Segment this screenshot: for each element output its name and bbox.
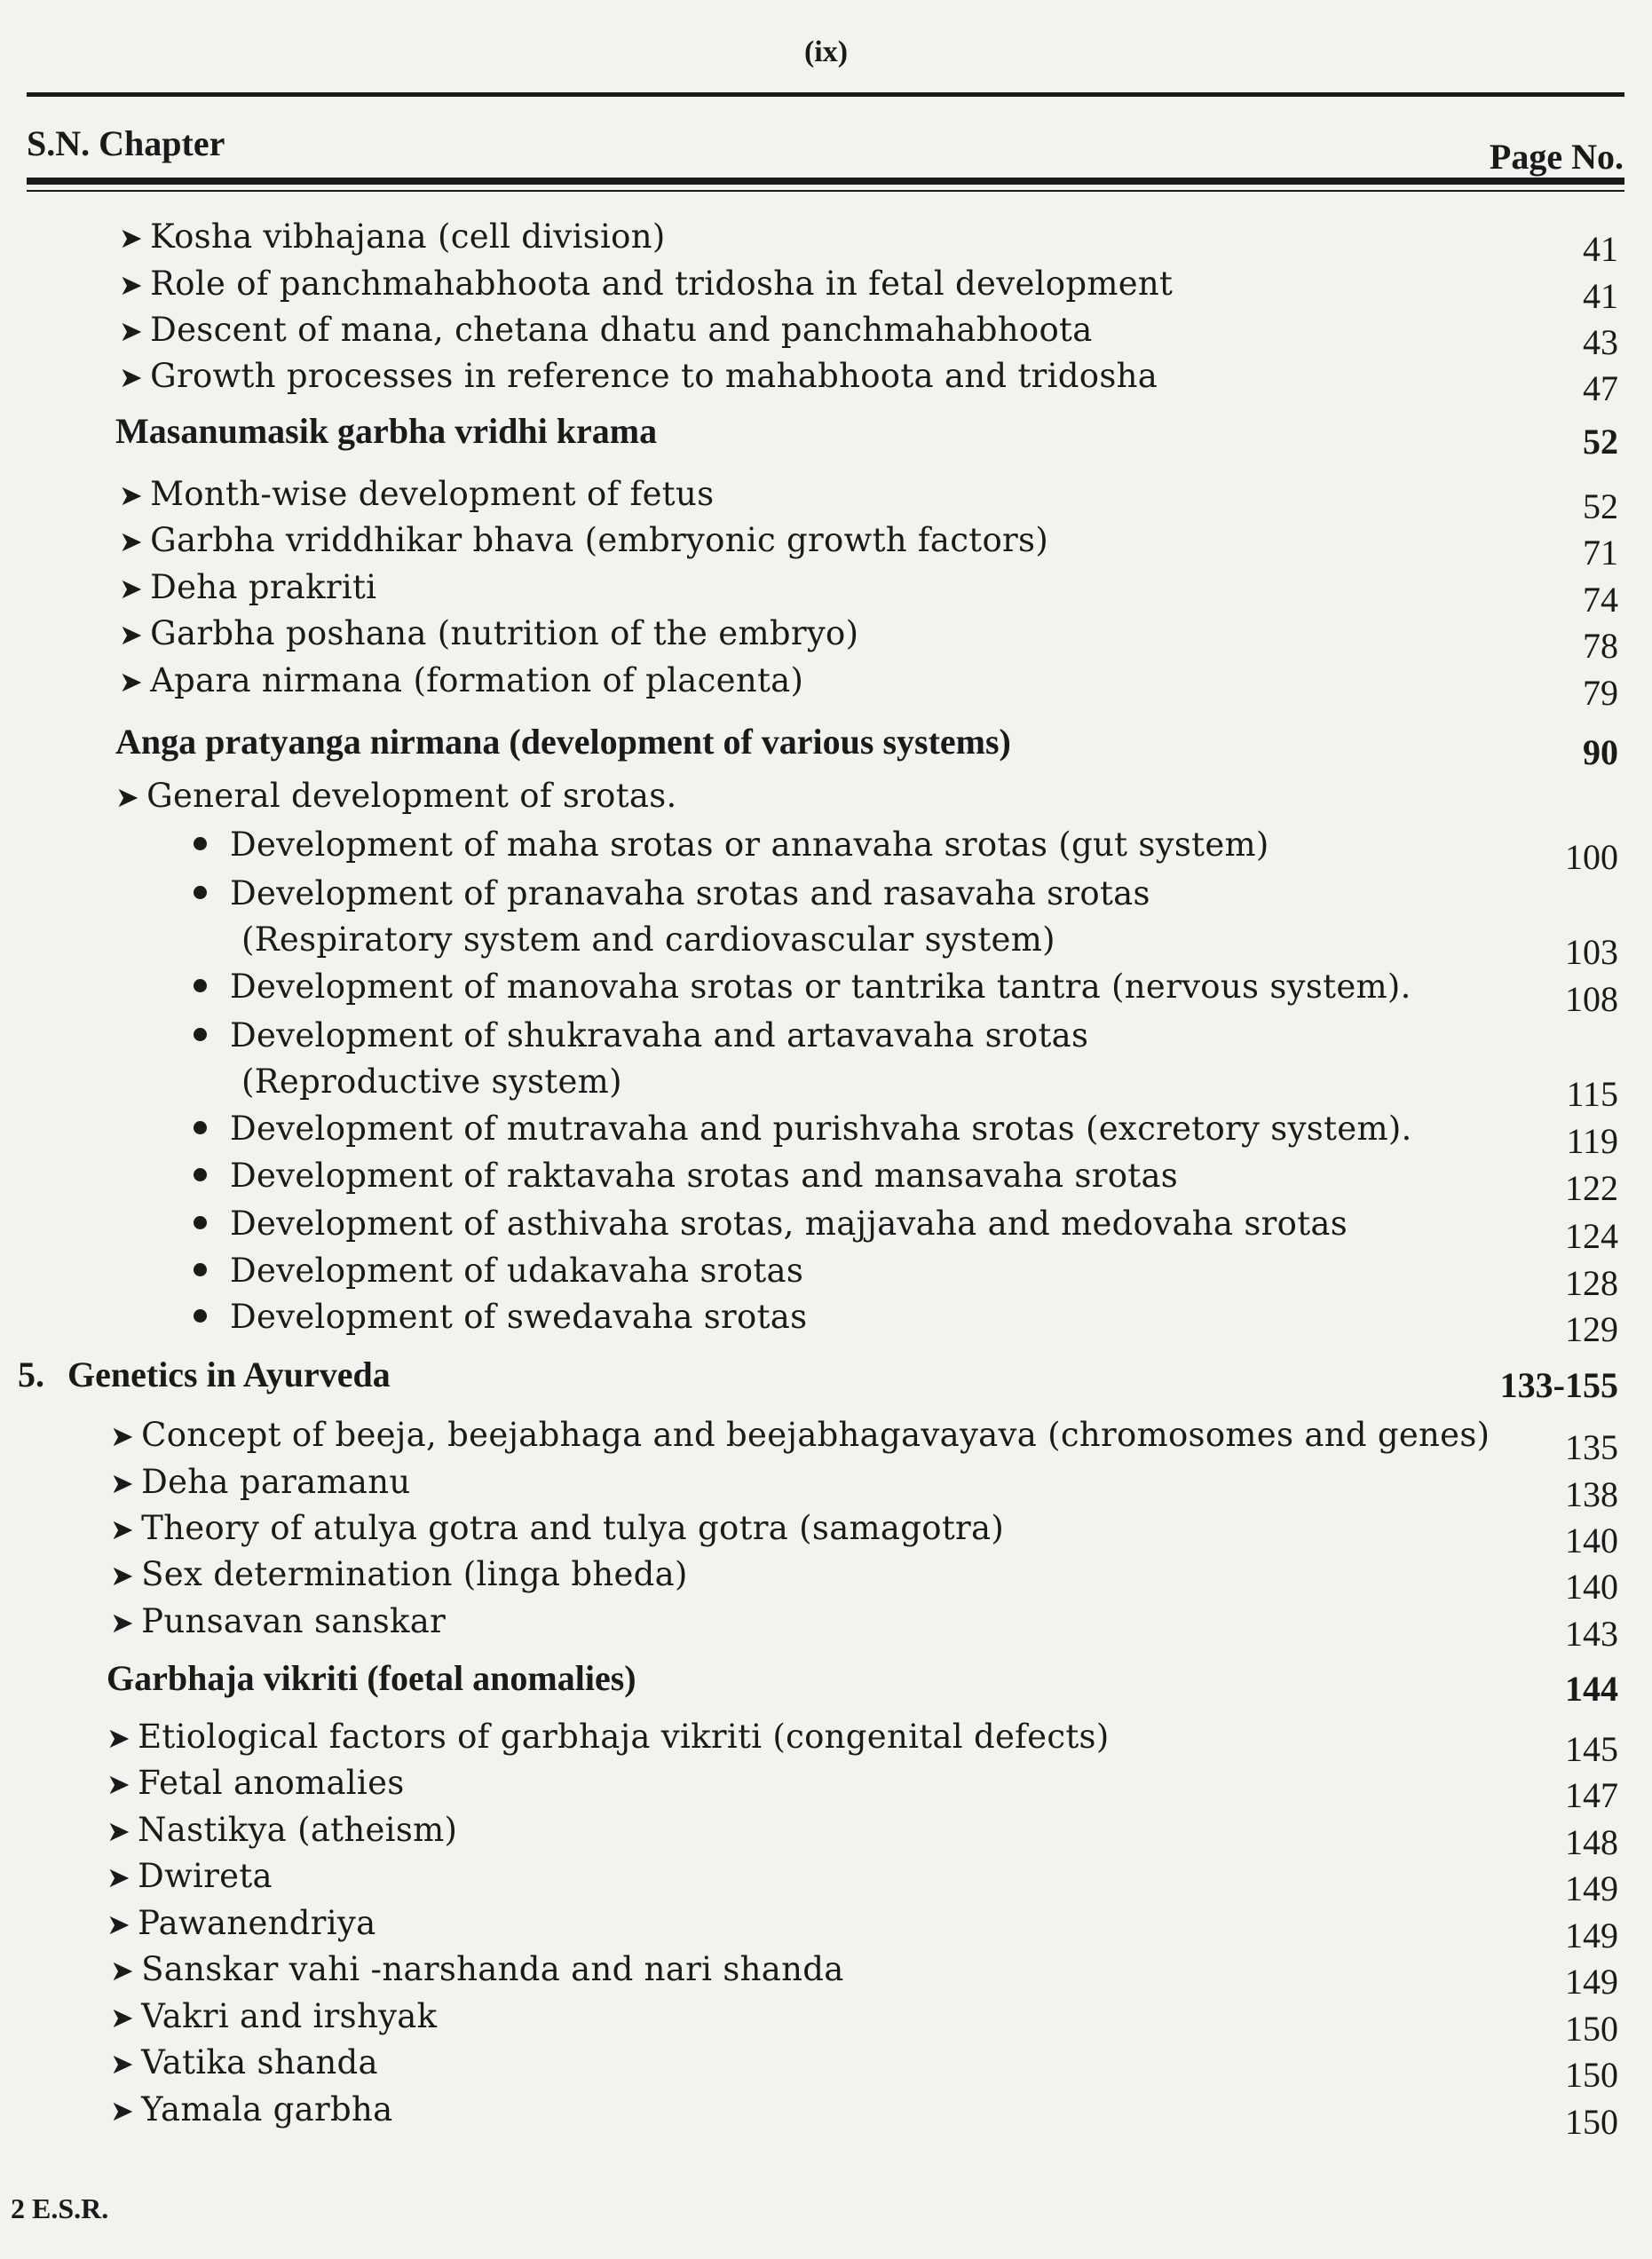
entry-text: [194, 1016, 1088, 1054]
entry-text: [107, 1811, 457, 1849]
dot-bullet-icon: [194, 1216, 207, 1229]
page-ref: 41: [1583, 229, 1618, 269]
toc-row: [0, 874, 1652, 919]
entry-text: [194, 1298, 807, 1336]
entry-title: Development of manovaha srotas or tantrika tantra (nervous system).: [230, 968, 1411, 1006]
toc-row: [0, 1555, 1652, 1607]
toc-row: [0, 357, 1652, 408]
entry-title: Development of pranavaha srotas and rasavaha srotas: [230, 874, 1150, 912]
page-ref: 138: [1565, 1474, 1618, 1514]
toc-row: [0, 1997, 1652, 2049]
entry-title: Pawanendriya: [138, 1904, 376, 1942]
entry-text: [110, 1997, 437, 2035]
toc-row: [0, 1718, 1652, 1769]
toc-row: [0, 968, 1652, 1019]
entry-text: [194, 1157, 1178, 1195]
arrow-bullet-icon: ➤: [119, 221, 144, 255]
page-ref: 78: [1583, 626, 1618, 666]
page-ref: 148: [1565, 1822, 1618, 1862]
dot-bullet-icon: [194, 1168, 207, 1181]
page-ref: 74: [1583, 580, 1618, 620]
entry-title: Development of maha srotas or annavaha srotas (gut system): [230, 825, 1269, 864]
entry-text: [110, 2090, 392, 2129]
page-ref: 144: [1565, 1669, 1618, 1709]
page-ref: 52: [1583, 486, 1618, 526]
arrow-bullet-icon: ➤: [107, 1860, 131, 1894]
section-title: Garbhaja vikriti (foetal anomalies): [107, 1658, 636, 1698]
entry-text: [119, 265, 1173, 303]
page-ref: 128: [1565, 1263, 1618, 1303]
entry-title: Yamala garbha: [141, 2090, 393, 2129]
entry-title: Descent of mana, chetana dhatu and panchmahabhoota: [150, 311, 1093, 349]
entry-text: [110, 1463, 411, 1501]
page-ref: 41: [1583, 276, 1618, 316]
entry-text: [119, 217, 666, 256]
dot-bullet-icon: [194, 1309, 207, 1323]
page-ref: 149: [1565, 1868, 1618, 1908]
dot-bullet-icon: [194, 886, 207, 899]
header-sn-chapter: S.N. Chapter: [27, 123, 225, 163]
page-ref: 143: [1565, 1614, 1618, 1654]
entry-text: [115, 721, 1011, 762]
entry-title: Deha paramanu: [141, 1463, 411, 1501]
header-rule-thick: [27, 178, 1624, 185]
entry-title: Fetal anomalies: [138, 1764, 405, 1802]
page-ref: 124: [1565, 1216, 1618, 1256]
entry-title: (Respiratory system and cardiovascular system): [241, 920, 1055, 959]
arrow-bullet-icon: ➤: [110, 2047, 135, 2081]
entry-text: [119, 357, 1158, 395]
entry-text: [107, 1657, 636, 1699]
page-ref: 149: [1565, 1962, 1618, 2002]
page-ref: 108: [1565, 979, 1618, 1019]
entry-text: [110, 1602, 446, 1640]
entry-text: [119, 311, 1093, 349]
footer-signature: 2 E.S.R.: [11, 2192, 109, 2224]
entry-title: Punsavan sanskar: [141, 1602, 447, 1640]
arrow-bullet-icon: ➤: [119, 268, 144, 302]
section-title: Anga pratyanga nirmana (development of various systems): [115, 722, 1011, 762]
page-ref: 43: [1583, 322, 1618, 362]
entry-title: (Reproductive system): [241, 1062, 622, 1101]
entry-text: [194, 1252, 803, 1290]
entry-text: [110, 1509, 1004, 1547]
toc-row: [0, 1463, 1652, 1514]
arrow-bullet-icon: ➤: [119, 525, 144, 558]
page-ref: 140: [1565, 1520, 1618, 1560]
entry-title: Etiological factors of garbhaja vikriti (congenital defects): [138, 1718, 1110, 1756]
toc-row: [0, 311, 1652, 362]
page-ref: 147: [1565, 1775, 1618, 1815]
toc-row: [0, 410, 1652, 462]
toc-row: [0, 1811, 1652, 1862]
entry-title: Development of swedavaha srotas: [230, 1298, 808, 1336]
toc-row: [0, 265, 1652, 316]
entry-title: Month-wise development of fetus: [150, 475, 715, 513]
entry-text: [115, 777, 677, 815]
entry-title: Development of udakavaha srotas: [230, 1252, 804, 1290]
entry-title: Sanskar vahi -narshanda and nari shanda: [141, 1950, 844, 1988]
entry-text: [241, 920, 1055, 959]
toc-row: [0, 2090, 1652, 2142]
toc-row: [0, 1950, 1652, 2002]
page-ref: 52: [1583, 422, 1618, 462]
toc-row: [0, 568, 1652, 620]
dot-bullet-icon: [194, 837, 207, 850]
entry-text: [194, 1110, 1412, 1148]
entry-text: [110, 1416, 1490, 1454]
page-ref: 100: [1565, 837, 1618, 877]
entry-title: Vakri and irshyak: [141, 1997, 438, 2035]
toc-row: [0, 217, 1652, 269]
page-ref: 140: [1565, 1567, 1618, 1607]
entry-text: [115, 410, 657, 452]
entry-text: [241, 1062, 622, 1101]
page-ref: 71: [1583, 533, 1618, 573]
entry-title: Concept of beeja, beejabhaga and beejabhagavayava (chromosomes and genes): [141, 1416, 1490, 1454]
toc-row: [0, 1157, 1652, 1208]
arrow-bullet-icon: ➤: [110, 1513, 135, 1546]
entry-text: [119, 661, 803, 699]
entry-text: [119, 614, 858, 652]
entry-title: Development of mutravaha and purishvaha srotas (excretory system).: [230, 1110, 1412, 1148]
toc-row: [0, 1764, 1652, 1815]
page-ref: 150: [1565, 2009, 1618, 2049]
toc-row: [0, 1354, 1652, 1405]
toc-row: [0, 920, 1652, 972]
page-ref: 47: [1583, 368, 1618, 408]
entry-title: Deha prakriti: [150, 568, 377, 606]
arrow-bullet-icon: ➤: [115, 780, 140, 814]
entry-text: [110, 1950, 844, 1988]
entry-title: Garbha poshana (nutrition of the embryo): [150, 614, 859, 652]
arrow-bullet-icon: ➤: [107, 1767, 131, 1801]
arrow-bullet-icon: ➤: [110, 1559, 135, 1592]
section-title: Masanumasik garbha vridhi krama: [115, 411, 658, 451]
entry-text: [119, 521, 1048, 559]
entry-text: [110, 1555, 688, 1593]
arrow-bullet-icon: ➤: [110, 1419, 135, 1453]
header-page-no: Page No.: [1489, 137, 1624, 177]
dot-bullet-icon: [194, 1121, 207, 1134]
toc-row: [0, 521, 1652, 573]
toc-row: [0, 661, 1652, 713]
entry-title: Nastikya (atheism): [138, 1811, 458, 1849]
page-ref: 119: [1566, 1121, 1618, 1161]
toc-row: [0, 1062, 1652, 1114]
arrow-bullet-icon: ➤: [107, 1721, 131, 1755]
dot-bullet-icon: [194, 1263, 207, 1276]
toc-row: [0, 1416, 1652, 1467]
toc-row: [0, 1857, 1652, 1908]
page-ref: 79: [1583, 673, 1618, 713]
toc-row: [0, 1904, 1652, 1955]
entry-text: [194, 874, 1150, 912]
toc-row: [0, 475, 1652, 526]
entry-title: Sex determination (linga bheda): [141, 1555, 688, 1593]
entry-title: Vatika shanda: [141, 2043, 378, 2081]
arrow-bullet-icon: ➤: [110, 1466, 135, 1500]
toc-row: [0, 1016, 1652, 1061]
page-ref: 103: [1565, 932, 1618, 972]
toc-row: [0, 1205, 1652, 1256]
entry-title: Development of asthivaha srotas, majjavaha and medovaha srotas: [230, 1205, 1348, 1243]
arrow-bullet-icon: ➤: [119, 665, 144, 699]
section-title: Genetics in Ayurveda: [67, 1355, 391, 1394]
header-rule-thin: [27, 190, 1624, 192]
entry-text: [107, 1857, 273, 1895]
entry-text: [18, 1354, 391, 1395]
toc-row: [0, 721, 1652, 772]
toc-row: [0, 1298, 1652, 1349]
toc-row: [0, 614, 1652, 666]
arrow-bullet-icon: ➤: [107, 1814, 131, 1848]
entry-title: Garbha vriddhikar bhava (embryonic growth factors): [150, 521, 1049, 559]
top-rule: [27, 92, 1624, 97]
dot-bullet-icon: [194, 1028, 207, 1041]
toc-row: [0, 2043, 1652, 2095]
entry-text: [119, 568, 376, 606]
entry-title: General development of srotas.: [146, 777, 677, 815]
arrow-bullet-icon: ➤: [110, 2094, 135, 2128]
entry-title: Development of raktavaha srotas and mansavaha srotas: [230, 1157, 1179, 1195]
arrow-bullet-icon: ➤: [119, 314, 144, 348]
entry-title: Growth processes in reference to mahabhoota and tridosha: [150, 357, 1158, 395]
page-number: (ix): [803, 36, 849, 68]
page-ref: 149: [1565, 1915, 1618, 1955]
page-ref: 150: [1565, 2102, 1618, 2142]
dot-bullet-icon: [194, 979, 207, 992]
arrow-bullet-icon: ➤: [119, 618, 144, 652]
chapter-number: 5.: [18, 1355, 44, 1394]
toc-row: [0, 1252, 1652, 1303]
page-ref: 129: [1565, 1309, 1618, 1349]
toc-row: [0, 777, 1652, 821]
entry-text: [110, 2043, 378, 2081]
arrow-bullet-icon: ➤: [110, 2001, 135, 2034]
entry-title: Theory of atulya gotra and tulya gotra (samagotra): [141, 1509, 1005, 1547]
page-ref: 135: [1565, 1427, 1618, 1467]
entry-text: [194, 968, 1411, 1006]
page-ref: 133-155: [1499, 1365, 1618, 1405]
entry-text: [194, 825, 1269, 864]
entry-text: [194, 1205, 1348, 1243]
entry-text: [107, 1718, 1110, 1756]
entry-text: [119, 475, 714, 513]
entry-text: [107, 1764, 405, 1802]
toc-row: [0, 825, 1652, 877]
arrow-bullet-icon: ➤: [119, 478, 144, 512]
page-ref: 122: [1565, 1168, 1618, 1208]
entry-title: Development of shukravaha and artavavaha srotas: [230, 1016, 1089, 1054]
entry-title: Apara nirmana (formation of placenta): [150, 661, 804, 699]
page-ref: 90: [1583, 732, 1618, 772]
page-ref: 150: [1565, 2055, 1618, 2095]
arrow-bullet-icon: ➤: [119, 572, 144, 605]
toc-row: [0, 1509, 1652, 1560]
arrow-bullet-icon: ➤: [110, 1606, 135, 1639]
arrow-bullet-icon: ➤: [119, 360, 144, 394]
page-ref: 115: [1566, 1074, 1618, 1114]
arrow-bullet-icon: ➤: [107, 1908, 131, 1941]
arrow-bullet-icon: ➤: [110, 1954, 135, 1987]
entry-title: Kosha vibhajana (cell division): [150, 217, 666, 256]
entry-title: Dwireta: [138, 1857, 273, 1895]
entry-title: Role of panchmahabhoota and tridosha in fetal development: [150, 265, 1174, 303]
entry-text: [107, 1904, 375, 1942]
toc-row: [0, 1602, 1652, 1654]
page-ref: 145: [1565, 1729, 1618, 1769]
toc-row: [0, 1657, 1652, 1709]
toc-row: [0, 1110, 1652, 1161]
